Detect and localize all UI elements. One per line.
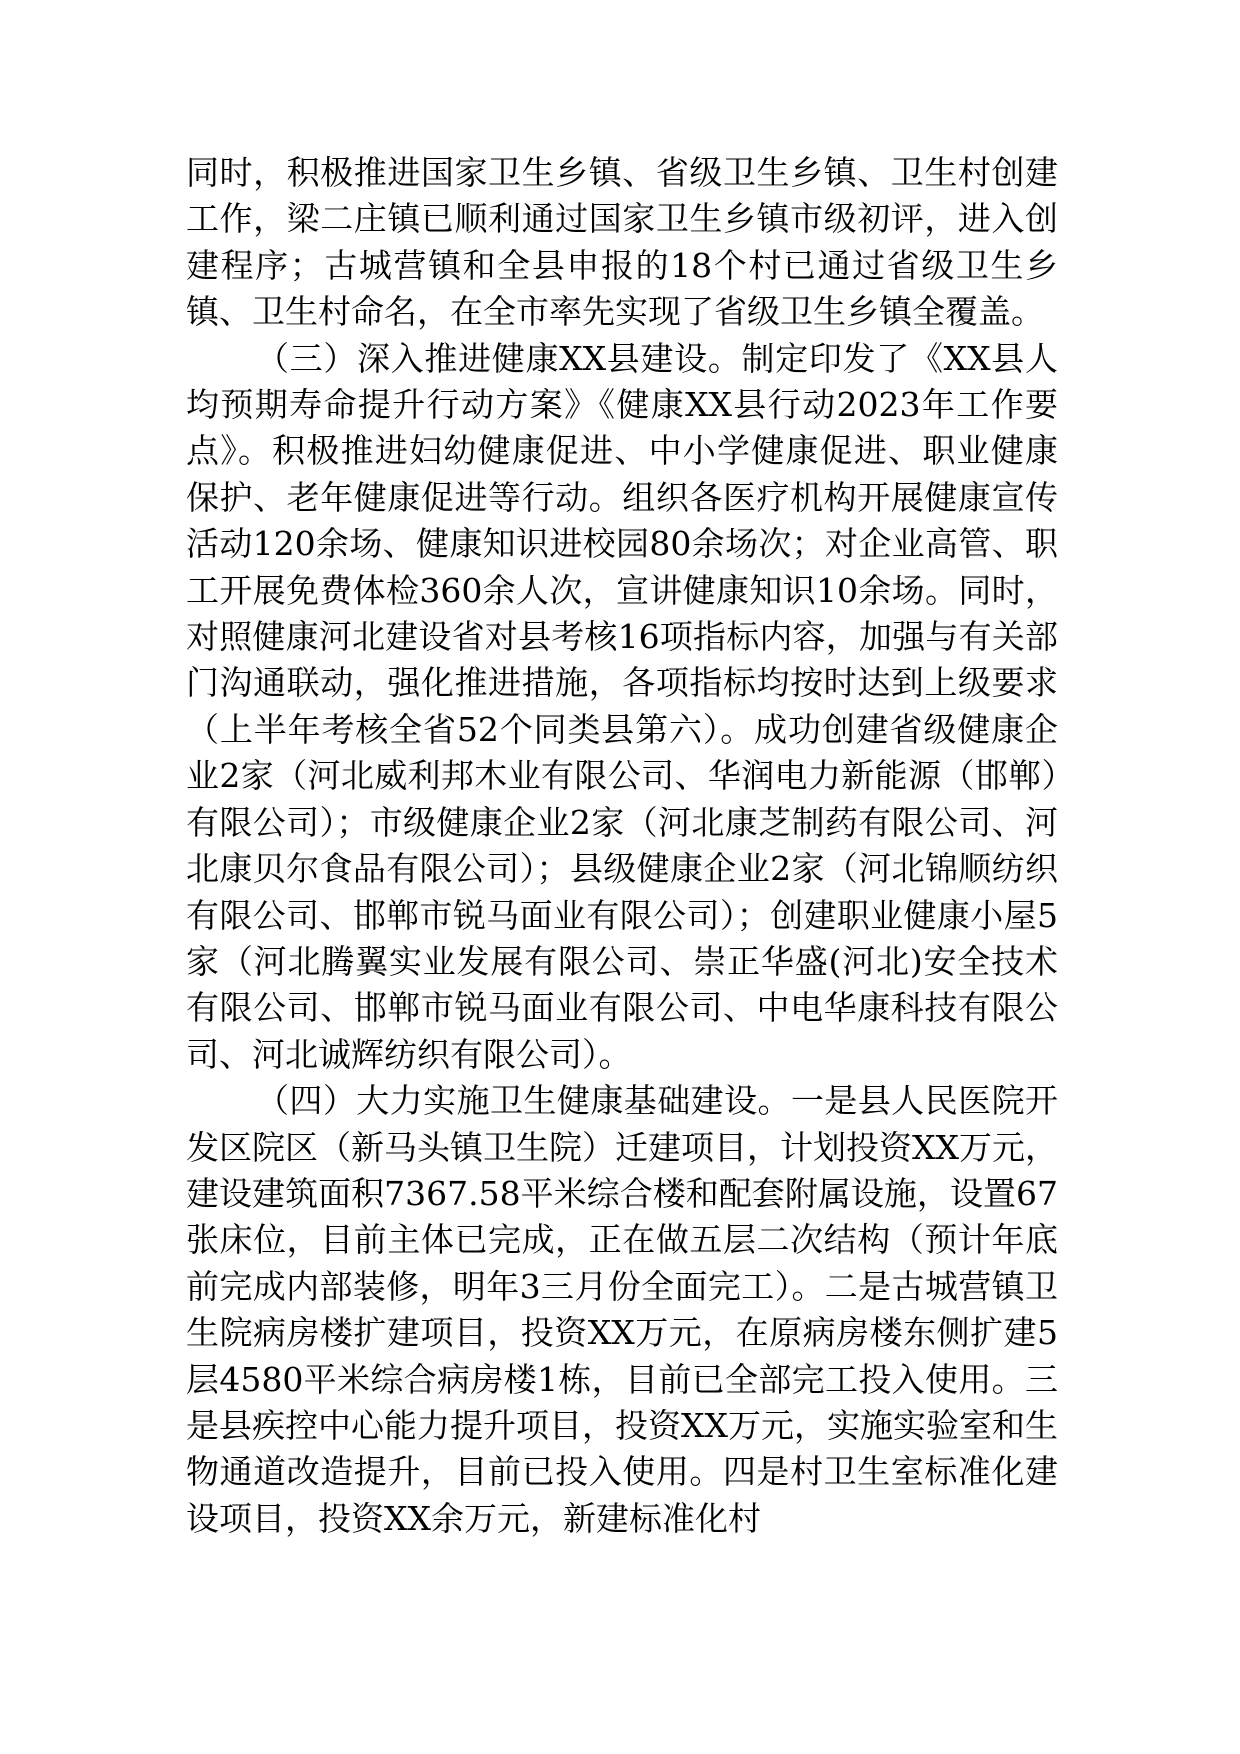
paragraph-healthy-county: （三）深入推进健康XX县建设。制定印发了《XX县人均预期寿命提升行动方案》《健康XX县行动2023年工作要点》。积极推进妇幼健康促进、中小学健康促进、职业健康保护、老年健康促进等行动。组织各医疗机构开展健康宣传活动120余场、健康知识进校园80余场次；对企业高管、职工开展免费体检360余人次，宣讲健康知识10余场。同时，对照健康河北建设省对县考核16项指标内容，加强与有关部门沟通联动，强化推进措施，各项指标均按时达到上级要求（上半年考核全省52个同类县第六）。成功创建省级健康企业2家（河北威利邦木业有限公司、华润电力新能源（邯郸）有限公司）；市级健康企业2家（河北康芝制药有限公司、河北康贝尔食品有限公司）；县级健康企业2家（河北锦顺纺织有限公司、邯郸市锐马面业有限公司）；创建职业健康小屋5家（河北腾翼实业发展有限公司、崇正华盛(河北)安全技术有限公司、邯郸市锐马面业有限公司、中电华康科技有限公司、河北诚辉纺织有限公司）。 (186, 338, 1058, 1074)
document-body (186, 150, 1058, 1542)
paragraph-sanitary-towns: 同时，积极推进国家卫生乡镇、省级卫生乡镇、卫生村创建工作，梁二庄镇已顺利通过国家卫生乡镇市级初评，进入创建程序；古城营镇和全县申报的18个村已通过省级卫生乡镇、卫生村命名，在全市率先实现了省级卫生乡镇全覆盖。 (186, 153, 1058, 332)
paragraph-infrastructure: （四）大力实施卫生健康基础建设。一是县人民医院开发区院区（新马头镇卫生院）迁建项目，计划投资XX万元，建设建筑面积7367.58平米综合楼和配套附属设施，设置67张床位，目前主体已完成，正在做五层二次结构（预计年底前完成内部装修，明年3三月份全面完工）。二是古城营镇卫生院病房楼扩建项目，投资XX万元，在原病房楼东侧扩建5层4580平米综合病房楼1栋，目前已全部完工投入使用。三是县疾控中心能力提升项目，投资XX万元，实施实验室和生物通道改造提升，目前已投入使用。四是村卫生室标准化建设项目，投资XX余万元，新建标准化村 (186, 1081, 1058, 1538)
